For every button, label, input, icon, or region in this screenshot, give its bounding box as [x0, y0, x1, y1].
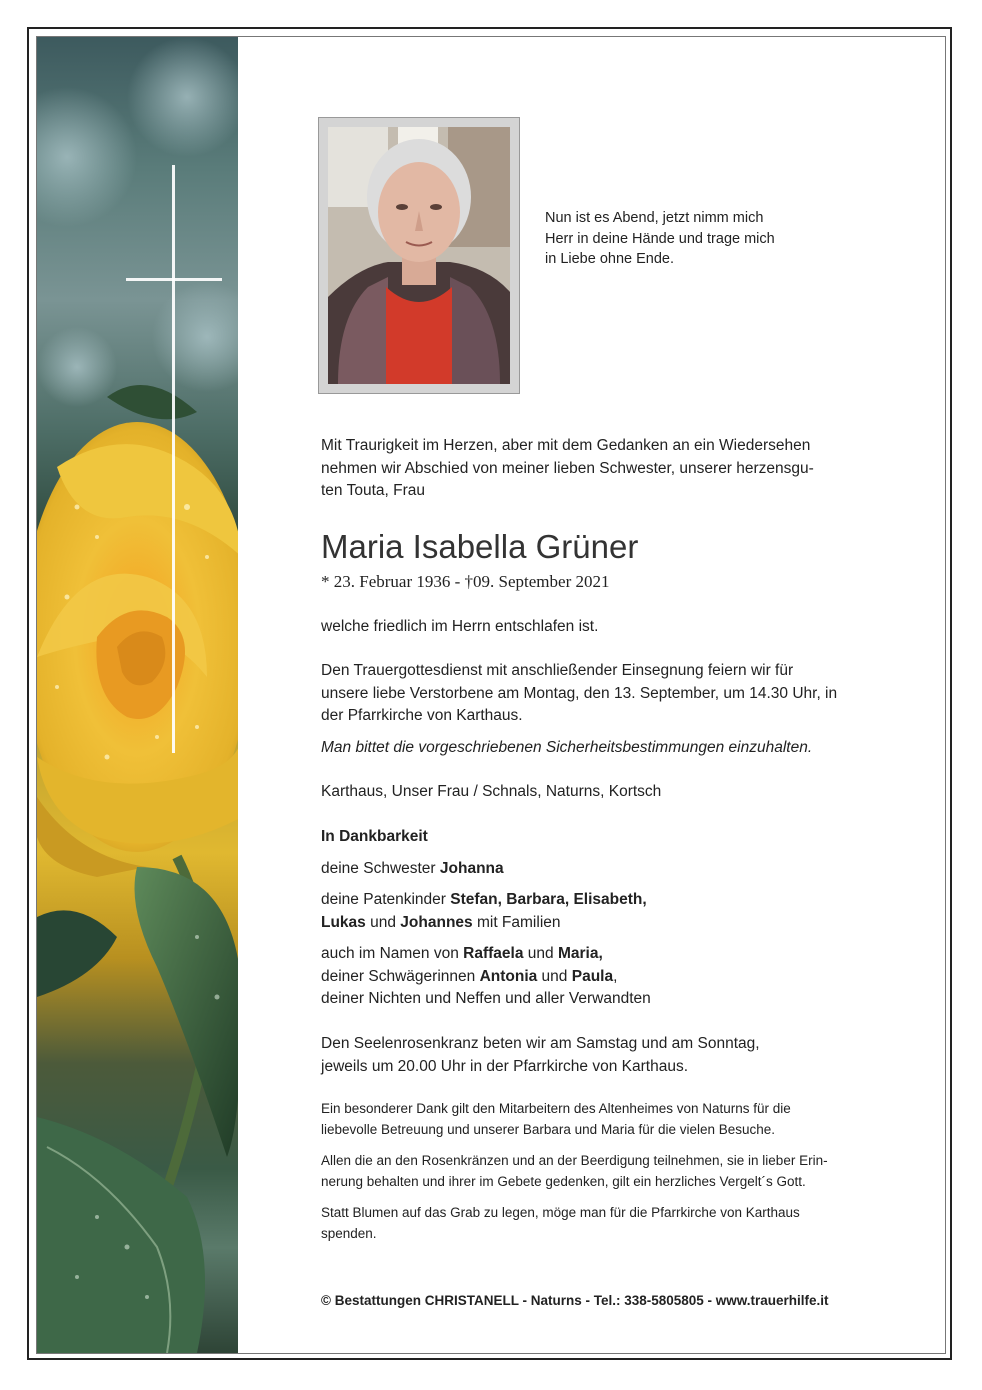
sister-in-law-name: Antonia — [479, 967, 538, 985]
mourners-heading: In Dankbarkeit — [321, 828, 428, 845]
quote-line: in Liebe ohne Ende. — [545, 251, 674, 267]
godchildren-prefix: deine Patenkinder — [321, 891, 451, 908]
godchildren-line-2 — [321, 912, 869, 935]
conjunction: und — [365, 913, 401, 931]
rose-illustration — [37, 37, 238, 1353]
life-dates: * 23. Februar 1936 - †09. September 2021 — [321, 572, 610, 591]
service-line: unsere liebe Verstorbene am Montag, den 13. September, um 14.30 Uhr, in — [321, 684, 838, 702]
quote-line: Herr in deine Hände und trage mich — [545, 230, 775, 247]
also-name: Maria — [557, 945, 599, 962]
portrait-photo — [328, 127, 510, 384]
conjunction: und — [523, 945, 558, 962]
rosary-paragraph — [321, 1033, 869, 1078]
godchild-name: Johannes — [400, 913, 473, 931]
cross-horizontal-bar — [126, 278, 222, 281]
sisters-in-law-prefix: deiner Schwägerinnen — [321, 967, 480, 985]
godchildren-names: Stefan, Barbara, Elisabeth, — [450, 891, 647, 908]
rosary-line: Den Seelenrosenkranz beten wir am Samstag und am Sonntag, — [321, 1035, 760, 1052]
yellow-rose-image — [37, 37, 238, 1353]
comma: , — [598, 945, 603, 962]
safety-note-text: Man bittet die vorgeschriebenen Sicherheitsbestimmungen einzuhalten. — [321, 739, 813, 756]
comma: , — [613, 967, 618, 985]
quote-verse — [545, 208, 845, 270]
quote-line: Nun ist es Abend, jetzt nimm mich — [545, 210, 764, 226]
sister-line — [321, 858, 869, 881]
thanks-line: Statt Blumen auf das Grab zu legen, möge man für die Pfarrkirche von Karthaus — [321, 1205, 800, 1220]
passing-text: welche friedlich im Herrn entschlafen ist. — [321, 618, 599, 635]
intro-line: ten Touta, Frau — [321, 482, 425, 499]
deceased-name: Maria Isabella Grüner — [321, 528, 639, 565]
godchildren-suffix: mit Familien — [472, 913, 561, 931]
service-line: der Pfarrkirche von Karthaus. — [321, 707, 523, 724]
rosary-line: jeweils um 20.00 Uhr in der Pfarrkirche von Karthaus. — [321, 1057, 688, 1075]
safety-note — [321, 737, 869, 760]
places-line — [321, 781, 869, 804]
thanks-line: Ein besonderer Dank gilt den Mitarbeitern des Altenheimes von Naturns für die — [321, 1101, 791, 1116]
conjunction: und — [537, 967, 572, 985]
godchildren-line-1 — [321, 889, 869, 912]
sisters-in-law-line — [321, 966, 869, 989]
sister-name: Johanna — [439, 859, 504, 877]
also-name: Raffaela — [463, 945, 524, 962]
sister-in-law-name: Paula — [571, 967, 614, 985]
sister-prefix: deine Schwester — [321, 859, 440, 877]
passing-line — [321, 616, 869, 639]
cross-vertical-bar — [172, 165, 175, 753]
intro-line: nehmen wir Abschied von meiner lieben Schwester, unserer herzensgu- — [321, 459, 814, 477]
thanks-paragraph-3 — [321, 1203, 869, 1244]
intro-line: Mit Traurigkeit im Herzen, aber mit dem Gedanken an ein Wiedersehen — [321, 437, 811, 454]
thanks-line: liebevolle Betreuung und unserer Barbara und Maria für die vielen Besuche. — [321, 1121, 776, 1137]
mourners-block — [321, 826, 869, 1011]
godchild-name: Lukas — [321, 913, 366, 931]
places-text: Karthaus, Unser Frau / Schnals, Naturns, Kortsch — [321, 783, 662, 800]
thanks-paragraph-1 — [321, 1099, 869, 1140]
thanks-paragraph-2 — [321, 1151, 869, 1192]
intro-paragraph — [321, 435, 869, 503]
service-line: Den Trauergottesdienst mit anschließender Einsegnung feiern wir für — [321, 662, 794, 679]
thanks-line: spenden. — [321, 1225, 377, 1241]
portrait-frame — [318, 117, 520, 394]
also-line — [321, 943, 869, 966]
thanks-line: nerung behalten und ihrer im Gebete gedenken, gilt ein herzliches Vergelt´s Gott. — [321, 1173, 806, 1189]
relatives-line: deiner Nichten und Neffen und aller Verwandten — [321, 990, 651, 1007]
also-prefix: auch im Namen von — [321, 945, 464, 962]
portrait-illustration — [328, 127, 510, 384]
thanks-line: Allen die an den Rosenkränzen und an der Beerdigung teilnehmen, sie in lieber Erin- — [321, 1153, 828, 1168]
service-paragraph — [321, 660, 869, 728]
footer-credit: © Bestattungen CHRISTANELL - Naturns - Tel.: 338-5805805 - www.trauerhilfe.it — [321, 1293, 829, 1308]
